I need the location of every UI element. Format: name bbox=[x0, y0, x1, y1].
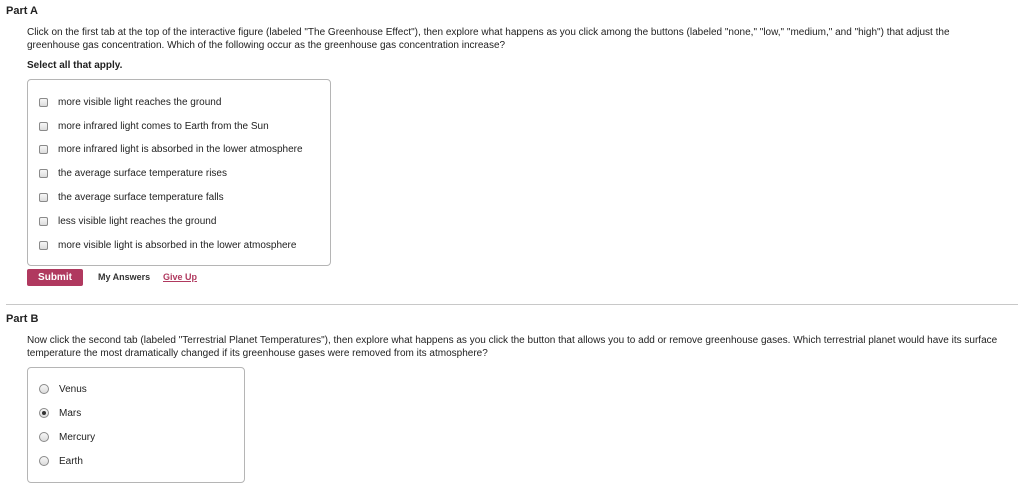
choice-label: more visible light reaches the ground bbox=[58, 96, 222, 108]
checkbox[interactable] bbox=[39, 241, 48, 250]
part-a-instruction: Select all that apply. bbox=[27, 60, 123, 71]
radio-label: Mercury bbox=[59, 431, 96, 443]
section-divider bbox=[6, 304, 1018, 305]
checkbox[interactable] bbox=[39, 98, 48, 107]
radio-button-selected[interactable] bbox=[39, 408, 49, 418]
part-a-question: Click on the first tab at the top of the interactive figure (labeled "The Greenhouse Effect"), then explore what happens as you click among the buttons (labeled "none," "low," "medium," and "high") that adjust the greenhouse gas concentration. Which of the following occur as the greenhouse gas concentration increase? bbox=[27, 27, 950, 51]
choice-label: the average surface temperature falls bbox=[58, 191, 224, 203]
part-b-question: Now click the second tab (labeled "Terrestrial Planet Temperatures"), then explore what happens as you click the button that allows you to add or remove greenhouse gases. Which terrestrial planet would have its surface temperature the most dramatically changed if its greenhouse gases were removed from its atmosphere? bbox=[27, 335, 998, 359]
checkbox[interactable] bbox=[39, 145, 48, 154]
radio-option-earth[interactable] bbox=[39, 453, 83, 469]
my-answers-link[interactable]: My Answers bbox=[98, 272, 151, 282]
part-a-choices-box bbox=[27, 79, 331, 266]
checkbox[interactable] bbox=[39, 193, 48, 202]
choice-label: less visible light reaches the ground bbox=[58, 215, 217, 227]
choice-3[interactable] bbox=[39, 141, 303, 157]
choice-1[interactable] bbox=[39, 94, 221, 110]
choice-6[interactable] bbox=[39, 213, 216, 229]
part-b-choices-box bbox=[27, 367, 245, 483]
radio-button[interactable] bbox=[39, 456, 49, 466]
choice-label: the average surface temperature rises bbox=[58, 167, 227, 179]
choice-label: more visible light is absorbed in the lower atmosphere bbox=[58, 239, 297, 251]
radio-dot-icon bbox=[42, 411, 46, 415]
choice-5[interactable] bbox=[39, 189, 224, 205]
choice-2[interactable] bbox=[39, 118, 269, 134]
radio-option-mercury[interactable] bbox=[39, 429, 95, 445]
checkbox[interactable] bbox=[39, 122, 48, 131]
checkbox[interactable] bbox=[39, 169, 48, 178]
radio-button[interactable] bbox=[39, 432, 49, 442]
radio-button[interactable] bbox=[39, 384, 49, 394]
radio-label: Venus bbox=[59, 383, 87, 395]
part-a-title: Part A bbox=[6, 5, 38, 17]
checkbox[interactable] bbox=[39, 217, 48, 226]
submit-button[interactable]: Submit bbox=[27, 269, 83, 286]
radio-option-mars[interactable] bbox=[39, 405, 81, 421]
choice-label: more infrared light is absorbed in the lower atmosphere bbox=[58, 143, 303, 155]
choice-4[interactable] bbox=[39, 165, 227, 181]
give-up-link[interactable]: Give Up bbox=[163, 272, 198, 282]
choice-label: more infrared light comes to Earth from the Sun bbox=[58, 120, 269, 132]
radio-label: Mars bbox=[59, 407, 82, 419]
radio-option-venus[interactable] bbox=[39, 381, 87, 397]
radio-label: Earth bbox=[59, 455, 83, 467]
part-b-title: Part B bbox=[6, 313, 39, 325]
choice-7[interactable] bbox=[39, 237, 296, 253]
